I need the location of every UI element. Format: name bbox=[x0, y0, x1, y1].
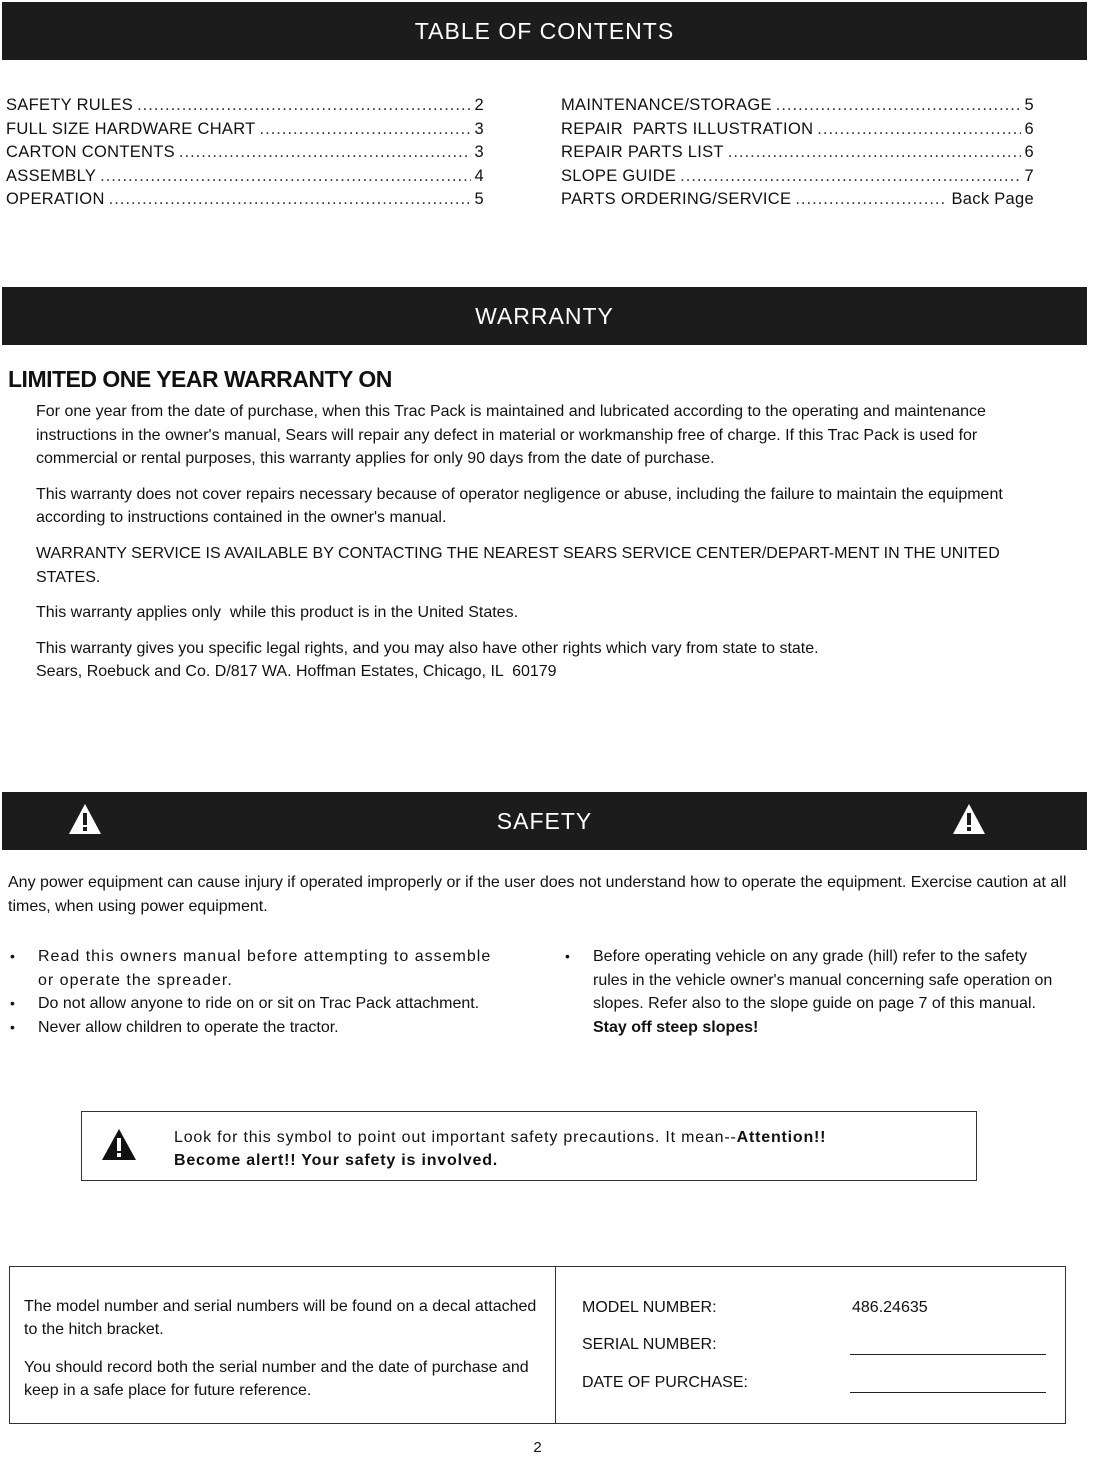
toc-entry[interactable]: SAFETY RULES ..... 2 bbox=[6, 96, 484, 120]
list-item: • Never allow children to operate the tractor. bbox=[8, 1016, 508, 1040]
toc-right-column bbox=[561, 96, 1034, 214]
list-item: • Before operating vehicle on any grade (hill) refer to the safety rules in the vehicle owner's manual concerning safe operation on slopes. Refer also to the slope guide on page 7 of this manual. Stay off steep slopes! bbox=[563, 945, 1058, 1039]
warranty-address: Sears, Roebuck and Co. D/817 WA. Hoffman Estates, Chicago, IL 60179 bbox=[36, 663, 557, 681]
page-number: 2 bbox=[533, 1439, 542, 1456]
safety-symbol-box bbox=[81, 1111, 977, 1181]
serial-number-field[interactable] bbox=[850, 1354, 1046, 1355]
model-note-location: The model number and serial numbers will be found on a decal attached to the hitch bracket. bbox=[24, 1298, 537, 1338]
warranty-banner-title: WARRANTY bbox=[475, 302, 614, 329]
model-info-box bbox=[9, 1266, 1066, 1424]
safety-intro: Any power equipment can cause injury if operated improperly or if the user does not understand how to operate the equipment. Exercise caution at all times, when using power equipment. bbox=[8, 874, 1067, 915]
toc-entry[interactable]: PARTS ORDERING/SERVICE ..... Back Page bbox=[561, 190, 1034, 214]
toc-entry[interactable]: SLOPE GUIDE ..... 7 bbox=[561, 167, 1034, 191]
warning-triangle-icon bbox=[952, 803, 986, 841]
symbol-explanation: Look for this symbol to point out important safety precautions. It mean--Attention!! Become alert!! Your safety is involved. bbox=[174, 1129, 827, 1169]
toc-banner bbox=[2, 2, 1087, 60]
toc-entry[interactable]: MAINTENANCE/STORAGE ..... 5 bbox=[561, 96, 1034, 120]
warranty-paragraph: For one year from the date of purchase, when this Trac Pack is maintained and lubricated according to the operating and maintenance instructions in the owner's manual, Sears will repair any defect in material or workmanship free of charge. If this Trac Pack is used for commercial or rental purposes, this warranty applies for only 90 days from the date of purchase. bbox=[36, 403, 986, 468]
warranty-paragraph: This warranty does not cover repairs necessary because of operator negligence or abuse, including the failure to maintain the equipment according to instructions contained in the owner's manual. bbox=[36, 485, 1003, 527]
list-item: • Read this owners manual before attempting to assemble or operate the spreader. bbox=[8, 945, 508, 992]
safety-bullets-right bbox=[563, 945, 1058, 1039]
warranty-banner bbox=[2, 287, 1087, 345]
safety-banner-title: SAFETY bbox=[496, 807, 593, 834]
model-note-record: You should record both the serial number and the date of purchase and keep in a safe place for future reference. bbox=[24, 1359, 529, 1399]
safety-banner bbox=[2, 792, 1087, 850]
warranty-body bbox=[36, 400, 1056, 696]
toc-entry[interactable]: REPAIR PARTS LIST ..... 6 bbox=[561, 143, 1034, 167]
toc-entry[interactable]: OPERATION ..... 5 bbox=[6, 190, 484, 214]
safety-bullets-left bbox=[8, 945, 508, 1039]
toc-entry[interactable]: FULL SIZE HARDWARE CHART ..... 3 bbox=[6, 120, 484, 144]
toc-entry[interactable]: ASSEMBLY ..... 4 bbox=[6, 167, 484, 191]
date-of-purchase-label: DATE OF PURCHASE: bbox=[582, 1374, 748, 1391]
toc-left-column bbox=[6, 96, 484, 214]
model-number-value: 486.24635 bbox=[852, 1299, 928, 1316]
slope-warning: Stay off steep slopes! bbox=[593, 1018, 759, 1036]
model-info-notes bbox=[10, 1267, 556, 1423]
warranty-rights: This warranty gives you specific legal rights, and you may also have other rights which vary from state to state. Sears, Roebuck and Co. D/817 WA. Hoffman Estates, Chicago, IL 60179 bbox=[36, 639, 819, 681]
warning-triangle-icon bbox=[68, 803, 102, 841]
list-item: • Do not allow anyone to ride on or sit on Trac Pack attachment. bbox=[8, 992, 508, 1016]
warranty-paragraph: WARRANTY SERVICE IS AVAILABLE BY CONTACTING THE NEAREST SEARS SERVICE CENTER/DEPART-MENT IN THE UNITED STATES. bbox=[36, 544, 1000, 586]
warranty-paragraph: This warranty applies only while this product is in the United States. bbox=[36, 604, 519, 622]
serial-number-label: SERIAL NUMBER: bbox=[582, 1336, 717, 1353]
warning-triangle-icon bbox=[101, 1128, 137, 1167]
model-number-label: MODEL NUMBER: bbox=[582, 1299, 717, 1316]
warranty-heading: LIMITED ONE YEAR WARRANTY ON bbox=[8, 366, 392, 392]
toc-entry[interactable]: REPAIR PARTS ILLUSTRATION ..... 6 bbox=[561, 120, 1034, 144]
date-of-purchase-field[interactable] bbox=[850, 1392, 1046, 1393]
toc-entry[interactable]: CARTON CONTENTS ..... 3 bbox=[6, 143, 484, 167]
toc-title: TABLE OF CONTENTS bbox=[414, 17, 675, 44]
